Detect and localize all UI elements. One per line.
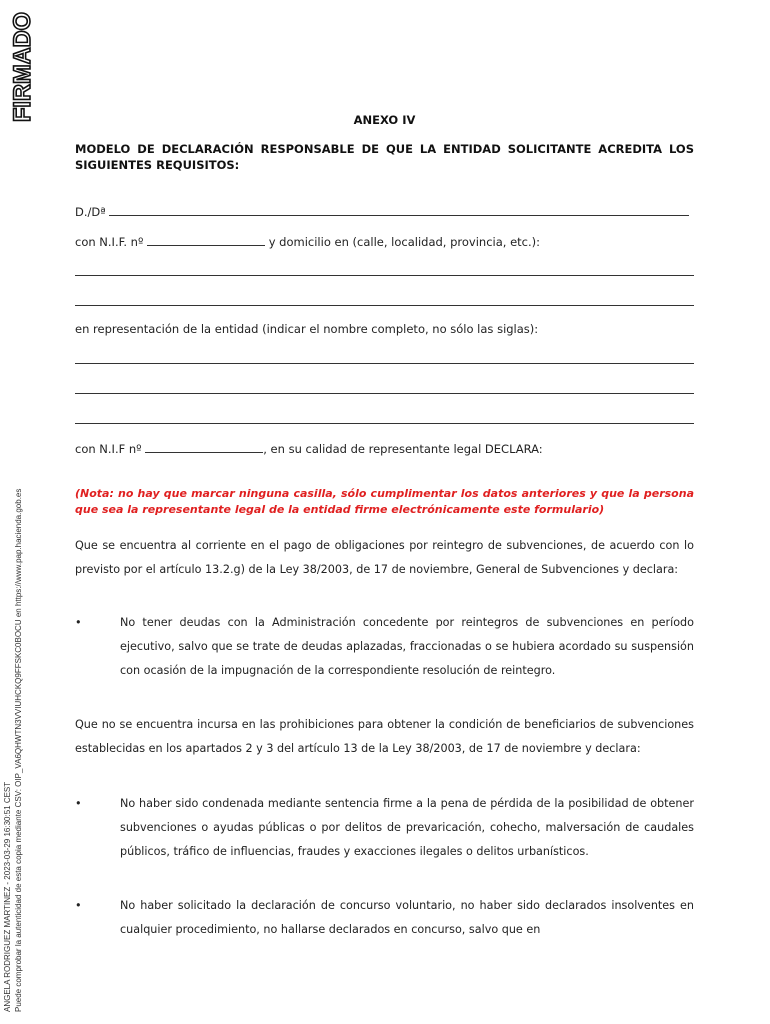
paragraph-2: Que no se encuentra incursa en las prohibiciones para obtener la condición de beneficiarios de subvenciones establecidas en los apartados 2 y 3 del artículo 13 de la Ley 38/2003, de 17 de noviembre y declara: (75, 718, 694, 755)
firmado-stamp-text: FIRMADO (9, 10, 36, 122)
bullet-item-2-text: No haber sido condenada mediante sentencia firme a la pena de pérdida de la posibilidad de obtener subvenciones o ayudas públicas o por delitos de prevaricación, cohecho, malversación de caudales públicos, tráfico de influencias, fraudes y exacciones ilegales o delitos urbanísticos. (120, 797, 694, 858)
document-title: ANEXO IV (353, 113, 416, 127)
signature-line: ANGELA RODRIGUEZ MARTINEZ - 2023-03-29 16:30:51 CEST (3, 781, 12, 1012)
nif-field-label: con N.I.F. nº (75, 235, 144, 249)
domicile-blank-line-2 (75, 305, 694, 306)
bullet-item-1 (75, 611, 694, 683)
entity-blank-line-1 (75, 363, 694, 364)
nif2-blank (145, 440, 263, 453)
bullet-item-1-text: No tener deudas con la Administración concedente por reintegros de subvenciones en período ejecutivo, salvo que se trate de deudas aplazadas, fraccionadas o se hubiera acordado su suspensión con ocasión de la impugnación de la correspondiente resolución de reintegro. (120, 616, 694, 677)
domicile-blank-line-1 (75, 275, 694, 276)
name-blank (109, 203, 689, 216)
nif-blank (147, 233, 265, 246)
note-text: (Nota: no hay que marcar ninguna casilla, sólo cumplimentar los datos anteriores y que la persona que sea la representante legal de la entidad firme electrónicamente este formulario) (75, 487, 694, 516)
paragraph-1: Que se encuentra al corriente en el pago de obligaciones por reintegro de subvenciones, de acuerdo con lo previsto por el artículo 13.2.g) de la Ley 38/2003, de 17 de noviembre, General de Subvenciones y declara: (75, 539, 694, 576)
entity-blank-line-2 (75, 393, 694, 394)
name-field-row (75, 203, 694, 220)
bullet-item-3-text: No haber solicitado la declaración de concurso voluntario, no haber sido declarados insolventes en cualquier procedimiento, no hallarse declarados en concurso, salvo que en (120, 899, 694, 936)
firmado-stamp (6, 8, 36, 124)
entity-field-label: en representación de la entidad (indicar el nombre completo, no sólo las siglas): (75, 322, 539, 336)
signature-side-note (2, 489, 24, 1012)
entity-blank-line-3 (75, 423, 694, 424)
nif2-field-label: con N.I.F nº (75, 442, 142, 456)
nif-domicile-row (75, 233, 694, 250)
nif2-suffix: , en su calidad de representante legal DECLARA: (263, 442, 543, 456)
bullet-marker: • (75, 797, 82, 810)
verification-line: Puede comprobar la autenticidad de esta copia mediante CSV: OIP_VA6QHWTN3VVIUHCKQ9FFSKC0BOCU en https://www.pap.hacienda.gob.es (14, 488, 23, 1012)
document-subtitle: MODELO DE DECLARACIÓN RESPONSABLE DE QUE LA ENTIDAD SOLICITANTE ACREDITA LOS SIGUIENTES REQUISITOS: (75, 142, 694, 172)
entity-label-row (75, 321, 694, 337)
name-field-label: D./Dª (75, 205, 106, 219)
bullet-marker: • (75, 616, 82, 629)
nif2-row (75, 440, 694, 457)
bullet-marker: • (75, 899, 82, 912)
domicile-field-label: y domicilio en (calle, localidad, provincia, etc.): (268, 235, 541, 249)
bullet-item-2 (75, 792, 694, 864)
bullet-item-3 (75, 894, 694, 942)
